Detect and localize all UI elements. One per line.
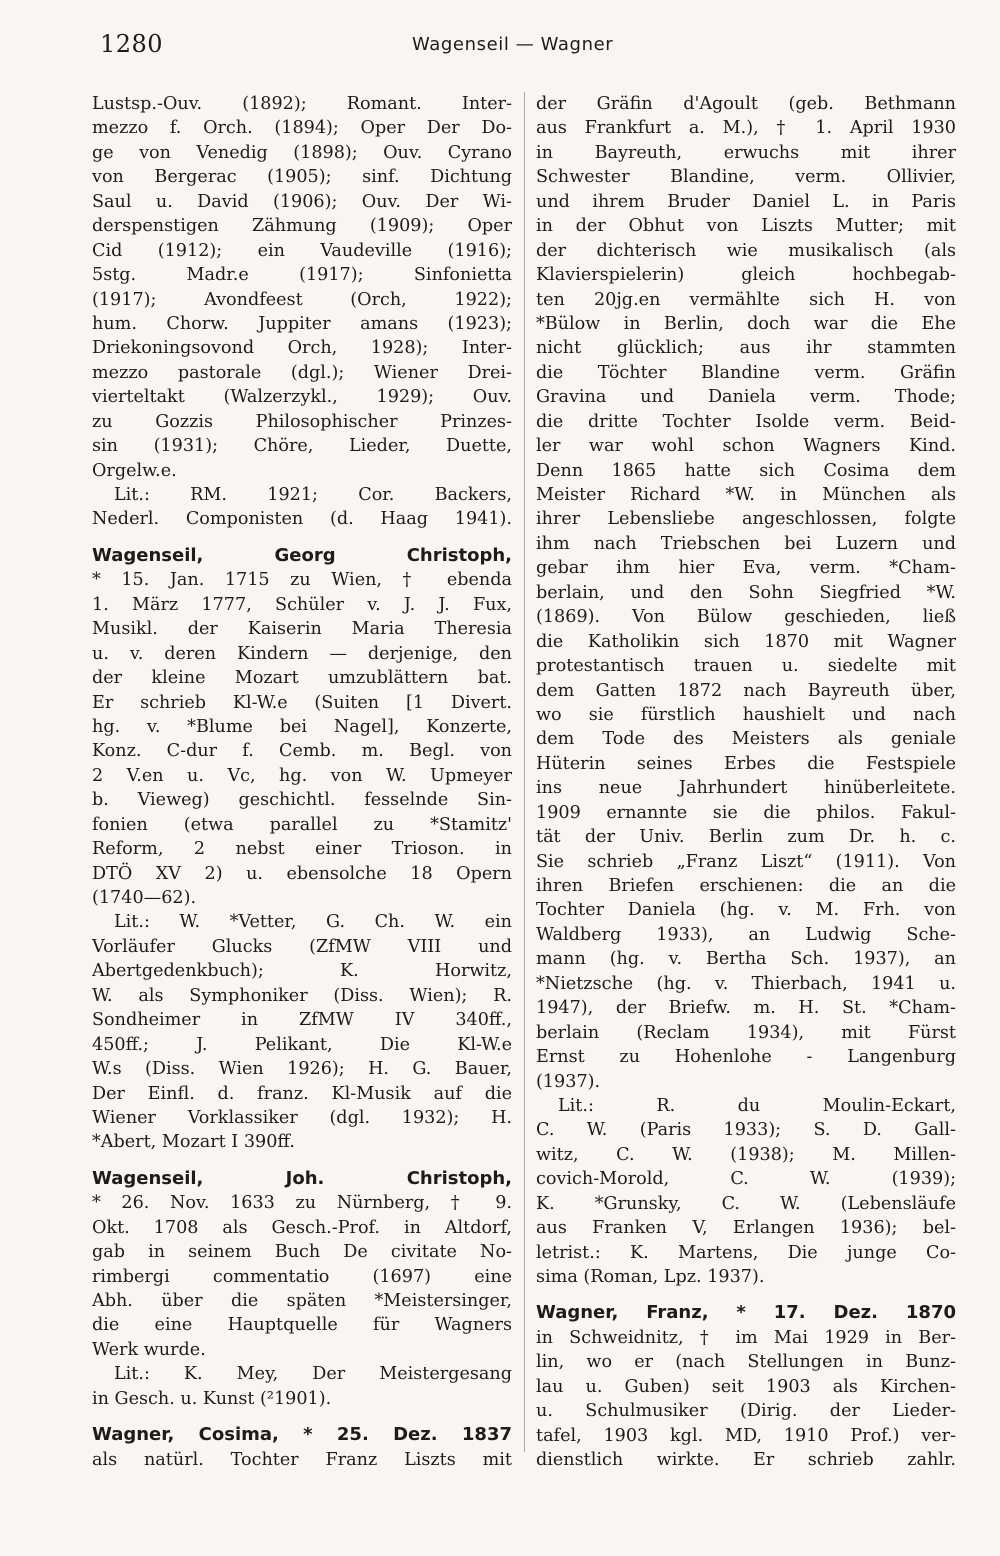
entry-gap <box>92 1155 512 1167</box>
lit-line: Nederl. Componisten (d. Haag 1941). <box>92 509 512 530</box>
lit-line: Abertgedenkbuch); K. Horwitz, <box>92 961 512 982</box>
text-line: zu Gozzis Philosophischer Prinzes- <box>92 411 512 432</box>
text-line: u. Schulmusiker (Dirig. der Lieder- <box>536 1401 956 1422</box>
text-line: (1937). <box>536 1071 601 1092</box>
text-line: Driekoningsovond Orch, 1928); Inter- <box>92 338 512 359</box>
text-line: aus Frankfurt a. M.), † 1. April 1930 <box>536 118 956 139</box>
text-line: berlain (Reclam 1934), mit Fürst <box>536 1022 956 1043</box>
text-line: vierteltakt (Walzerzykl., 1929); Ouv. <box>92 387 512 408</box>
lit-line: covich-Morold, C. W. (1939); <box>536 1169 956 1190</box>
text-line: tafel, 1903 kgl. MD, 1910 Prof.) ver- <box>536 1425 956 1446</box>
text-line: Schwester Blandine, verm. Ollivier, <box>536 167 956 188</box>
text-line: Orgelw.e. <box>92 460 177 481</box>
text-line: dienstlich wirkte. Er schrieb zahlr. <box>536 1450 956 1471</box>
text-line: von Bergerac (1905); sinf. Dichtung <box>92 167 512 188</box>
text-line: Musikl. der Kaiserin Maria Theresia <box>92 619 512 640</box>
lit-line: Lit.: K. Mey, Der Meistergesang <box>114 1364 512 1385</box>
text-line: Okt. 1708 als Gesch.-Prof. in Altdorf, <box>92 1217 512 1238</box>
lit-line: Sondheimer in ZfMW IV 340ff., <box>92 1010 512 1031</box>
text-line: wo sie fürstlich haushielt und nach <box>536 704 956 725</box>
lit-line: Wiener Vorklassiker (dgl. 1932); H. <box>92 1107 512 1128</box>
text-line: berlain, und den Sohn Siegfried *W. <box>536 582 956 603</box>
text-line: dem Tode des Meisters als geniale <box>536 729 956 750</box>
text-line: lin, wo er (nach Stellungen in Bunz- <box>536 1352 956 1373</box>
column-divider <box>524 92 525 1452</box>
text-line: Klavierspielerin) gleich hochbegab- <box>536 265 956 286</box>
text-line: u. v. deren Kindern — derjenige, den <box>92 643 512 664</box>
lit-line: *Abert, Mozart I 390ff. <box>92 1132 295 1153</box>
text-line: b. Vieweg) geschichtl. fesselnde Sin- <box>92 790 512 811</box>
text-line: DTÖ XV 2) u. ebensolche 18 Opern <box>92 863 512 884</box>
text-line: mezzo f. Orch. (1894); Oper Der Do- <box>92 118 512 139</box>
text-line: Hüterin seines Erbes die Festspiele <box>536 753 956 774</box>
text-line: in der Obhut von Liszts Mutter; mit <box>536 216 956 237</box>
text-line: die Katholikin sich 1870 mit Wagner <box>536 631 956 652</box>
entry-heading-wagner-cosima: Wagner, Cosima, * 25. Dez. 1837 <box>92 1424 512 1446</box>
text-line: als natürl. Tochter Franz Liszts mit <box>92 1449 512 1470</box>
text-line: in Schweidnitz, † im Mai 1929 in Ber- <box>536 1327 956 1348</box>
text-line: 1947), der Briefw. m. H. St. *Cham- <box>536 998 956 1019</box>
text-line: die dritte Tochter Isolde verm. Beid- <box>536 411 956 432</box>
page-number: 1280 <box>100 30 164 58</box>
lit-line: Der Einfl. d. franz. Kl-Musik auf die <box>92 1083 512 1104</box>
text-line: Konz. C-dur f. Cemb. m. Begl. von <box>92 741 512 762</box>
text-line: *Nietzsche (hg. v. Thierbach, 1941 u. <box>536 973 956 994</box>
lit-line: Vorläufer Glucks (ZfMW VIII und <box>92 936 512 957</box>
entry-heading-wagner-franz: Wagner, Franz, * 17. Dez. 1870 <box>536 1302 956 1324</box>
entry-gap <box>92 532 512 544</box>
text-line: Lustsp.-Ouv. (1892); Romant. Inter- <box>92 94 512 114</box>
text-line: ihm nach Triebschen bei Luzern und <box>536 533 956 554</box>
left-column <box>92 92 512 1472</box>
entry-gap <box>536 1289 956 1301</box>
text-line: Meister Richard *W. in München als <box>536 485 956 505</box>
text-line: Ernst zu Hohenlohe - Langenburg <box>536 1047 956 1068</box>
text-line: der kleine Mozart umzublättern bat. <box>92 668 512 689</box>
text-line: *Bülow in Berlin, doch war die Ehe <box>536 313 956 334</box>
text-line: fonien (etwa parallel zu *Stamitz' <box>92 814 512 835</box>
text-line: die Töchter Blandine verm. Gräfin <box>536 362 956 383</box>
text-line: derspenstigen Zähmung (1909); Oper <box>92 216 512 237</box>
text-line: protestantisch trauen u. siedelte mit <box>536 656 956 677</box>
text-line: tät der Univ. Berlin zum Dr. h. c. <box>536 827 956 848</box>
text-line: ihrer Lebensliebe angeschlossen, folgte <box>536 509 956 530</box>
text-line: Abh. über die späten *Meistersinger, <box>92 1291 512 1311</box>
text-line: rimbergi commentatio (1697) eine <box>92 1266 512 1287</box>
lit-line: C. W. (Paris 1933); S. D. Gall- <box>536 1120 956 1141</box>
text-line: gebar ihm hier Eva, verm. *Cham- <box>536 558 956 579</box>
lit-line: Lit.: W. *Vetter, G. Ch. W. ein <box>114 912 512 933</box>
text-line: Werk wurde. <box>92 1339 206 1360</box>
lit-line: aus Franken V, Erlangen 1936); bel- <box>536 1218 956 1239</box>
lit-line: sima (Roman, Lpz. 1937). <box>536 1267 765 1287</box>
entry-heading-wagenseil-johann: Wagenseil, Joh. Christoph, <box>92 1167 512 1189</box>
text-line: (1740—62). <box>92 888 197 908</box>
text-line: Waldberg 1933), an Ludwig Sche- <box>536 924 956 945</box>
text-line: hum. Chorw. Juppiter amans (1923); <box>92 313 512 334</box>
entry-gap <box>92 1411 512 1423</box>
text-line: mezzo pastorale (dgl.); Wiener Drei- <box>92 362 512 383</box>
text-line: (1917); Avondfeest (Orch, 1922); <box>92 289 512 310</box>
text-line: ge von Venedig (1898); Ouv. Cyrano <box>92 142 512 163</box>
text-line: Tochter Daniela (hg. v. M. Frh. von <box>536 900 956 921</box>
running-head: Wagenseil — Wagner <box>412 34 614 55</box>
text-line: (1869). Von Bülow geschieden, ließ <box>536 607 956 628</box>
text-line: mann (hg. v. Bertha Sch. 1937), an <box>536 949 956 970</box>
text-line: der Gräfin d'Agoult (geb. Bethmann <box>536 94 956 114</box>
text-line: Gravina und Daniela verm. Thode; <box>536 387 956 408</box>
right-column <box>536 92 956 1473</box>
text-line: 1909 ernannte sie die philos. Fakul- <box>536 802 956 823</box>
text-line: in Bayreuth, erwuchs mit ihrer <box>536 142 956 163</box>
text-line: gab in seinem Buch De civitate No- <box>92 1242 512 1263</box>
text-line: Er schrieb Kl-W.e (Suiten [1 Divert. <box>92 692 512 713</box>
lit-line: witz, C. W. (1938); M. Millen- <box>536 1144 956 1165</box>
lit-line: W.s (Diss. Wien 1926); H. G. Bauer, <box>92 1059 512 1080</box>
lit-line: letrist.: K. Martens, Die junge Co- <box>536 1242 956 1263</box>
text-line: nicht glücklich; aus ihr stammten <box>536 338 956 359</box>
text-line: sin (1931); Chöre, Lieder, Duette, <box>92 436 512 457</box>
text-line: ten 20jg.en vermählte sich H. von <box>536 289 956 310</box>
text-line: Denn 1865 hatte sich Cosima dem <box>536 460 956 481</box>
page-header <box>0 30 1000 74</box>
text-line: ins neue Jahrhundert hinüberleitete. <box>536 778 956 799</box>
lit-line: W. als Symphoniker (Diss. Wien); R. <box>92 985 512 1006</box>
lit-line: in Gesch. u. Kunst (²1901). <box>92 1388 332 1409</box>
text-line: der dichterisch wie musikalisch (als <box>536 240 956 261</box>
text-line: Saul u. David (1906); Ouv. Der Wi- <box>92 191 512 212</box>
text-line: die eine Hauptquelle für Wagners <box>92 1315 512 1336</box>
text-line: hg. v. *Blume bei Nagel], Konzerte, <box>92 716 512 737</box>
text-line: * 26. Nov. 1633 zu Nürnberg, † 9. <box>92 1193 512 1214</box>
text-line: Cid (1912); ein Vaudeville (1916); <box>92 240 512 261</box>
text-line: Reform, 2 nebst einer Trioson. in <box>92 839 512 860</box>
text-line: ihren Briefen erschienen: die an die <box>536 876 956 896</box>
text-line: und ihrem Bruder Daniel L. in Paris <box>536 191 956 212</box>
text-line: 1. März 1777, Schüler v. J. J. Fux, <box>92 594 512 615</box>
text-line: 2 V.en u. Vc, hg. von W. Upmeyer <box>92 765 512 786</box>
text-line: Sie schrieb „Franz Liszt“ (1911). Von <box>536 851 956 872</box>
lit-line: 450ff.; J. Pelikant, Die Kl-W.e <box>92 1034 512 1055</box>
text-line: lau u. Guben) seit 1903 als Kirchen- <box>536 1376 956 1397</box>
lit-line: Lit.: RM. 1921; Cor. Backers, <box>114 485 512 505</box>
text-line: * 15. Jan. 1715 zu Wien, † ebenda <box>92 570 512 591</box>
text-line: dem Gatten 1872 nach Bayreuth über, <box>536 680 956 701</box>
entry-heading-wagenseil-georg: Wagenseil, Georg Christoph, <box>92 544 512 566</box>
text-line: ler war wohl schon Wagners Kind. <box>536 436 956 457</box>
text-line: 5stg. Madr.e (1917); Sinfonietta <box>92 265 512 286</box>
lit-line: K. *Grunsky, C. W. (Lebensläufe <box>536 1193 956 1214</box>
lit-line: Lit.: R. du Moulin-Eckart, <box>558 1095 956 1116</box>
